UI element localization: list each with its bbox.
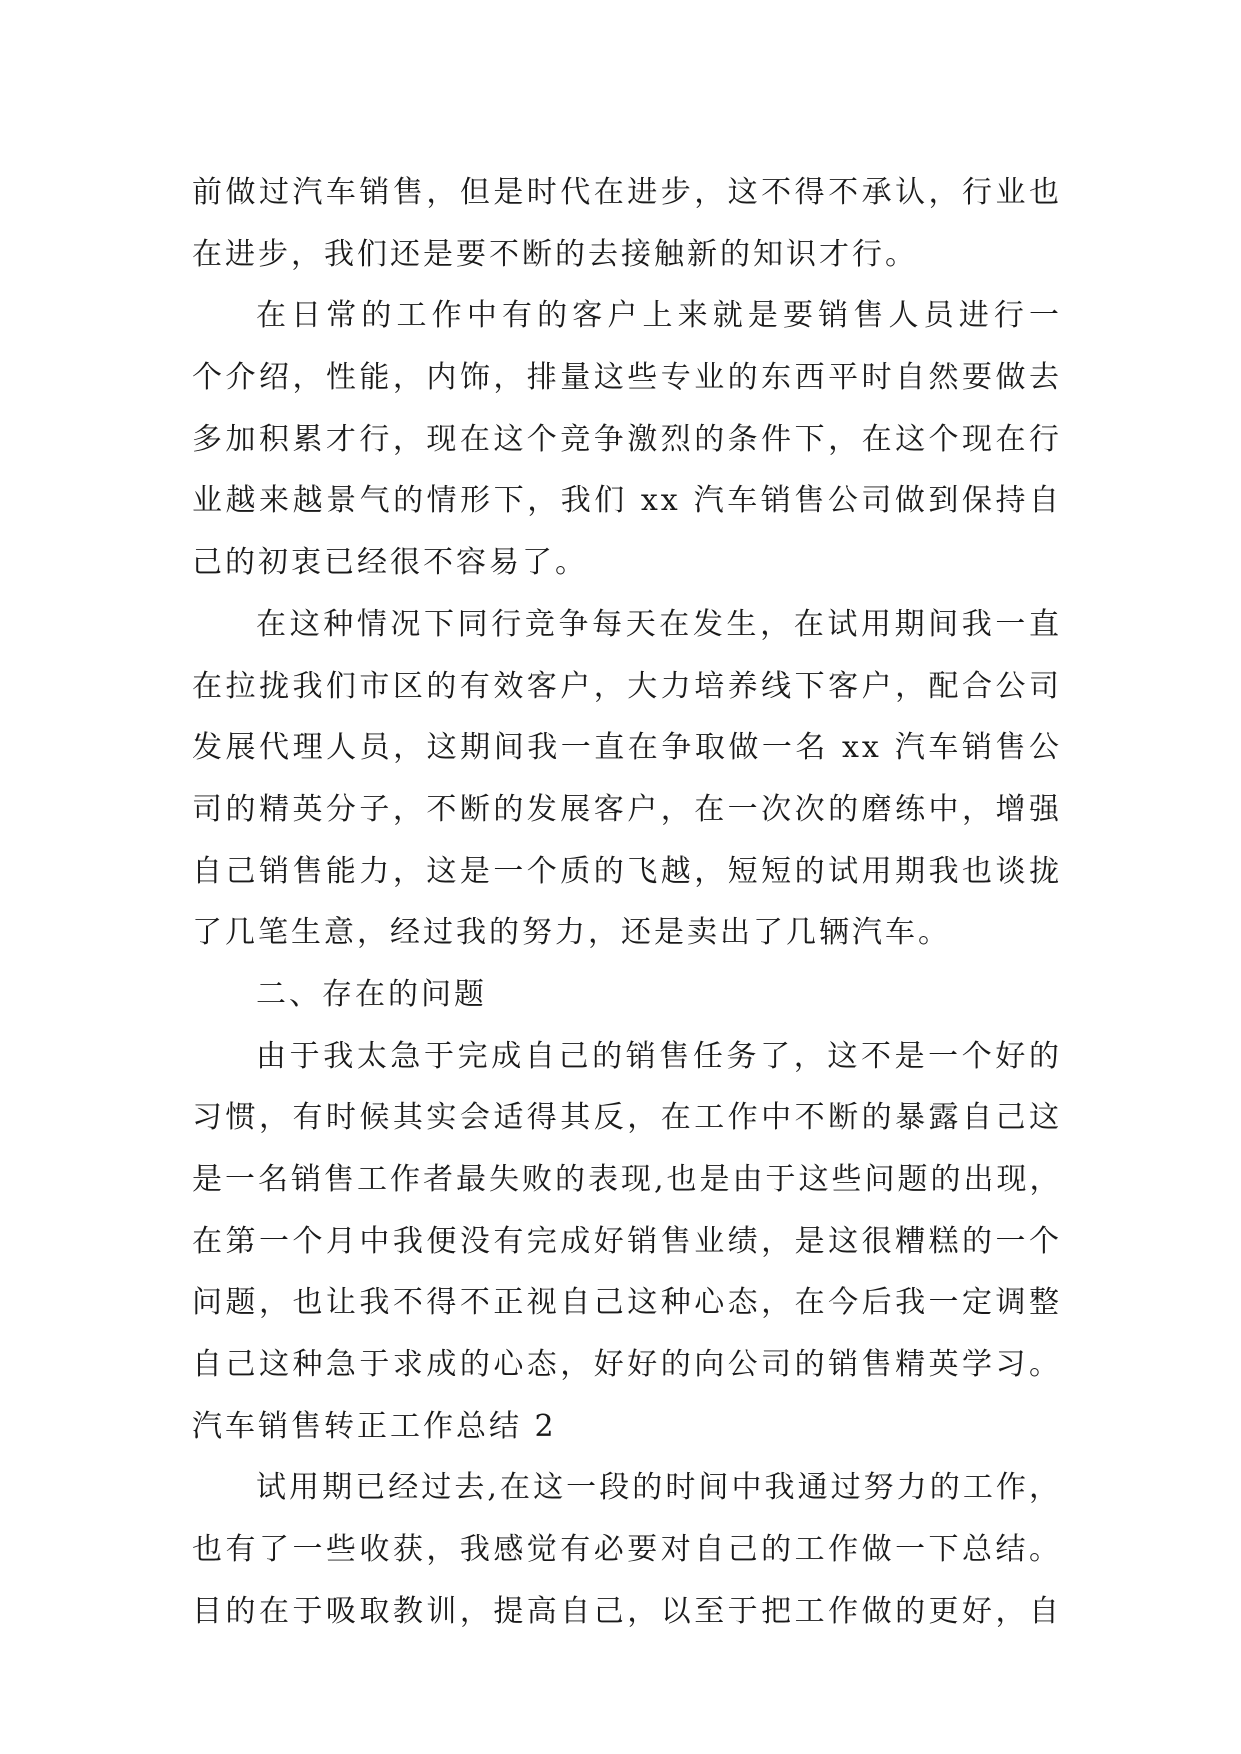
- text-line: 问题，也让我不得不正视自己这种心态，在今后我一定调整: [192, 1285, 1062, 1321]
- text-line: 个介绍，性能，内饰，排量这些专业的东西平时自然要做去: [192, 360, 1062, 396]
- text-line: 是一名销售工作者最失败的表现,也是由于这些问题的出现，: [192, 1162, 1063, 1197]
- text-line: 习惯，有时候其实会适得其反，在工作中不断的暴露自己这: [192, 1100, 1062, 1136]
- text-line: 在进步，我们还是要不断的去接触新的知识才行。: [192, 236, 918, 272]
- text-line: 多加积累才行，现在这个竞争激烈的条件下，在这个现在行: [192, 421, 1062, 457]
- text-line: 自己这种急于求成的心态，好好的向公司的销售精英学习。: [192, 1347, 1062, 1383]
- text-line: 在日常的工作中有的客户上来就是要销售人员进行一: [256, 298, 1062, 334]
- text-line: 目的在于吸取教训，提高自己，以至于把工作做的更好，自: [192, 1593, 1062, 1629]
- document-body: [192, 162, 1062, 1643]
- text-line: 业越来越景气的情形下，我们 xx 汽车销售公司做到保持自: [192, 483, 1062, 519]
- text-line: 在第一个月中我便没有完成好销售业绩，是这很糟糕的一个: [192, 1223, 1062, 1259]
- text-line: 由于我太急于完成自己的销售任务了，这不是一个好的: [256, 1038, 1062, 1074]
- text-line: 发展代理人员，这期间我一直在争取做一名 xx 汽车销售公: [192, 730, 1062, 766]
- text-line: 自己销售能力，这是一个质的飞越，短短的试用期我也谈拢: [192, 853, 1062, 889]
- text-line: 二、存在的问题: [256, 976, 487, 1012]
- text-line: 前做过汽车销售，但是时代在进步，这不得不承认，行业也: [192, 175, 1062, 210]
- text-line: 也有了一些收获，我感觉有必要对自己的工作做一下总结。: [192, 1532, 1062, 1568]
- text-line: 在这种情况下同行竞争每天在发生，在试用期间我一直: [256, 606, 1062, 642]
- text-line: 汽车销售转正工作总结 2: [192, 1408, 557, 1444]
- text-line: 在拉拢我们市区的有效客户，大力培养线下客户，配合公司: [192, 668, 1062, 704]
- text-line: 司的精英分子，不断的发展客户，在一次次的磨练中，增强: [192, 791, 1062, 827]
- text-line: 己的初衷已经很不容易了。: [192, 545, 588, 581]
- text-line: 试用期已经过去,在这一段的时间中我通过努力的工作，: [256, 1470, 1062, 1506]
- text-line: 了几笔生意，经过我的努力，还是卖出了几辆汽车。: [192, 915, 951, 951]
